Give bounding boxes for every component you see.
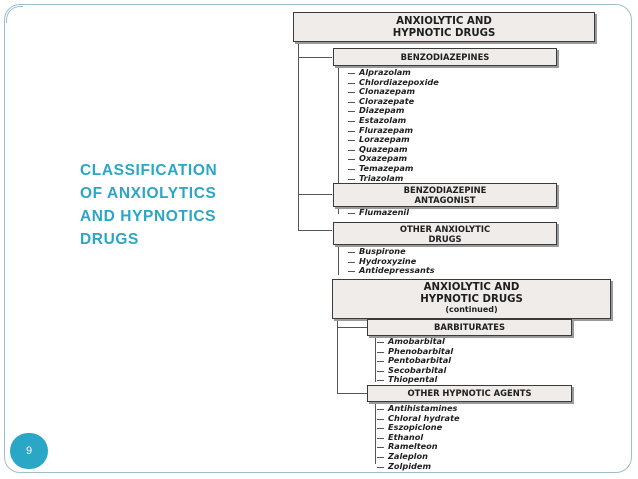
other-hypnotic-agents-box [367, 385, 572, 402]
other-hypnotic-list-vertical [375, 402, 376, 464]
list-item: Estazolam [359, 116, 439, 126]
list-item: Oxazepam [359, 154, 439, 164]
continued-label-line2: HYPNOTIC DRUGS [420, 293, 523, 305]
page-number-badge [10, 433, 48, 469]
list-item: Antidepressants [359, 265, 435, 276]
list-item: Ramelteon [388, 442, 460, 452]
connector-to-other-hypnotic [337, 393, 367, 394]
root-category-box [293, 12, 595, 42]
list-item: Secobarbital [388, 366, 453, 376]
title-line-3: AND HYPNOTICS [80, 208, 217, 225]
page-number: 9 [25, 445, 33, 457]
other-anxiolytic-list-vertical [338, 243, 339, 275]
benzo-list-vertical [338, 66, 339, 184]
list-item: Phenobarbital [388, 345, 454, 356]
barbiturates-box [367, 319, 572, 336]
connector-to-antagonist [298, 194, 332, 195]
antagonist-label-line2: ANTAGONIST [414, 195, 476, 205]
list-item: Temazepam [359, 164, 439, 174]
title-line-4: DRUGS [80, 231, 139, 248]
list-item: Antihistamines [388, 404, 460, 414]
slide-title [80, 159, 260, 251]
barbiturates-list-vertical [375, 335, 376, 382]
list-item: Clonazepam [359, 87, 439, 97]
list-item: Flurazepam [359, 126, 439, 136]
connector-to-benzodiazepines [298, 57, 332, 58]
other-anxiolytic-label-line1: OTHER ANXIOLYTIC [399, 224, 491, 234]
list-item: Lorazepam [359, 135, 439, 145]
benzodiazepines-drug-list [359, 68, 439, 183]
barbiturates-drug-list [388, 337, 453, 385]
list-item: Flumazenil [359, 207, 410, 217]
list-item: Hydroxyzine [359, 257, 435, 267]
list-item: Quazepam [359, 145, 439, 155]
root-connector-vertical [298, 30, 299, 230]
antagonist-drug-list [359, 208, 409, 218]
continued-category-box [332, 279, 611, 319]
list-item: Chlordiazepoxide [359, 76, 439, 87]
list-item: Eszopiclone [388, 423, 460, 433]
benzodiazepine-antagonist-box [333, 183, 557, 207]
continued-connector-vertical [337, 318, 338, 394]
list-item: Pentobarbital [388, 356, 453, 366]
continued-label-line3: (continued) [445, 305, 498, 314]
list-item: Diazepam [359, 106, 439, 116]
benzodiazepines-box [333, 48, 557, 66]
antagonist-label-line1: BENZODIAZEPINE [403, 185, 487, 195]
title-line-2: OF ANXIOLYTICS [80, 185, 217, 202]
list-item: Triazolam [359, 174, 439, 184]
list-item: Thiopental [388, 375, 453, 385]
other-hypnotic-label: OTHER HYPNOTIC AGENTS [407, 388, 532, 398]
other-anxiolytic-drug-list [359, 247, 435, 276]
list-item: Amobarbital [388, 337, 453, 347]
connector-to-barbiturates [337, 327, 367, 328]
other-hypnotic-drug-list [388, 404, 460, 471]
list-item: Alprazolam [359, 68, 439, 78]
root-label-line1: ANXIOLYTIC AND [396, 16, 492, 27]
root-label-line2: HYPNOTIC DRUGS [392, 28, 496, 39]
barbiturates-label: BARBITURATES [433, 322, 506, 332]
connector-to-other-anxiolytic [298, 230, 332, 231]
list-item: Buspirone [359, 247, 435, 257]
title-line-1: CLASSIFICATION [80, 162, 218, 179]
list-item: Ethanol [388, 433, 460, 443]
list-item: Clorazepate [359, 97, 439, 107]
list-item: Zaleplon [388, 452, 460, 462]
continued-label-line1: ANXIOLYTIC AND [423, 282, 520, 293]
other-anxiolytic-box [333, 222, 557, 245]
list-item: Chloral hydrate [388, 412, 460, 423]
other-anxiolytic-label-line2: DRUGS [428, 234, 462, 244]
list-item: Zolpidem [388, 462, 460, 472]
benzodiazepines-label: BENZODIAZEPINES [400, 52, 490, 62]
